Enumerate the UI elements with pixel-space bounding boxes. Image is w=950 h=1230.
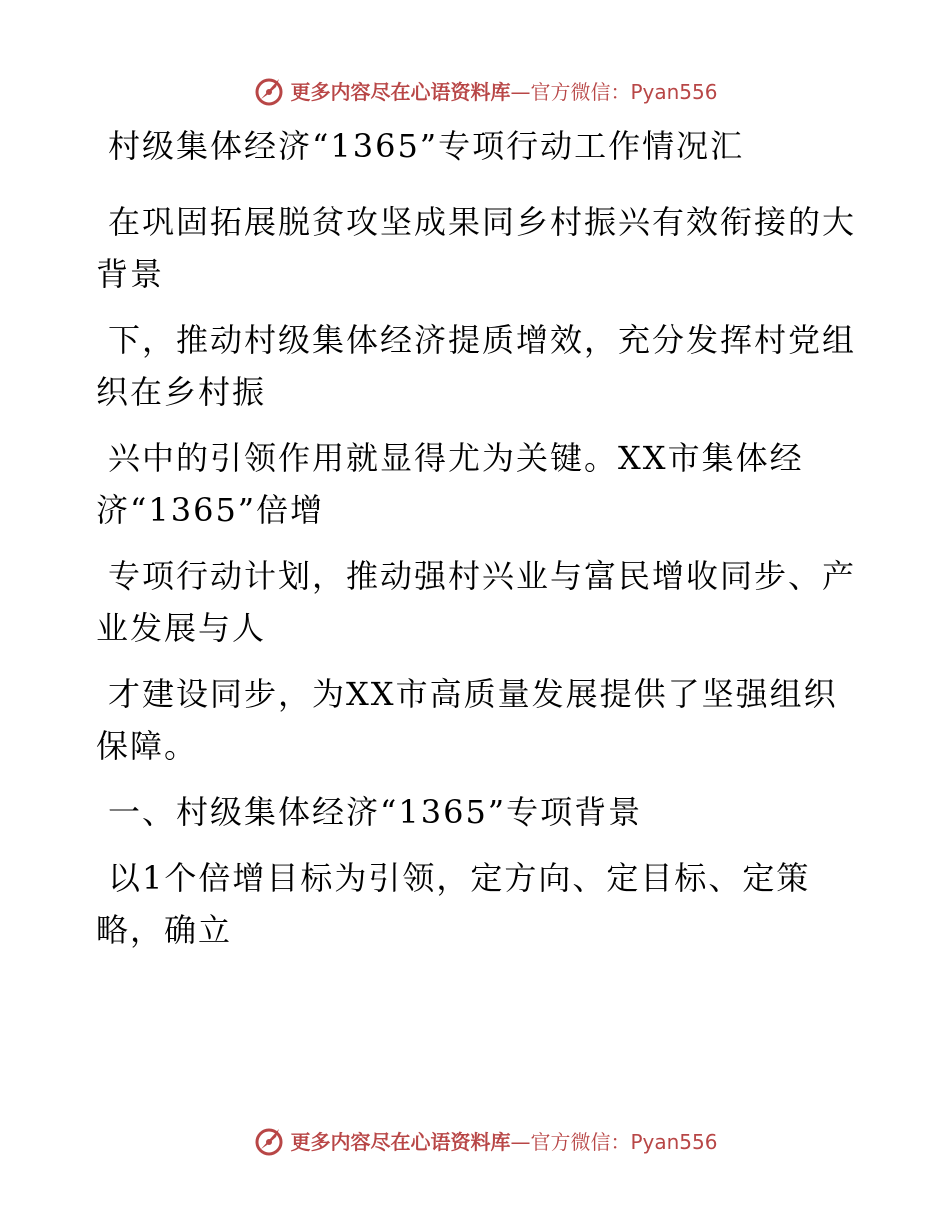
watermark-text xyxy=(290,1126,717,1155)
paragraph-5: 才建设同步，为XX市高质量发展提供了坚强组织保障。 xyxy=(96,675,838,765)
watermark-brand: 更多内容尽在心语资料库 xyxy=(290,1129,511,1154)
paragraph-4: 专项行动计划，推动强村兴业与富民增收同步、产业发展与人 xyxy=(96,557,857,647)
section-heading-1: 一、村级集体经济“1365”专项背景 xyxy=(108,793,643,831)
document-body xyxy=(96,120,856,970)
paragraph-3: 兴中的引领作用就显得尤为关键。XX市集体经济“1365”倍增 xyxy=(96,439,804,529)
watermark-brand: 更多内容尽在心语资料库 xyxy=(290,79,511,104)
watermark-contact: 官方微信：Pyan556 xyxy=(530,79,718,104)
watermark-dash: — xyxy=(510,79,531,104)
watermark-group xyxy=(252,1123,717,1157)
watermark-text xyxy=(290,76,717,105)
header-watermark xyxy=(0,70,950,110)
paragraph-6: 以1个倍增目标为引领，定方向、定目标、定策略，确立 xyxy=(96,859,811,949)
footer-watermark xyxy=(0,1120,950,1160)
watermark-group xyxy=(252,73,717,107)
quill-logo-icon xyxy=(252,73,286,107)
watermark-dash: — xyxy=(510,1129,531,1154)
quill-logo-icon xyxy=(252,1123,286,1157)
document-title: 村级集体经济“1365”专项行动工作情况汇 xyxy=(108,127,745,165)
paragraph-1: 在巩固拓展脱贫攻坚成果同乡村振兴有效衔接的大背景 xyxy=(96,203,857,293)
watermark-contact: 官方微信：Pyan556 xyxy=(530,1129,718,1154)
paragraph-2: 下，推动村级集体经济提质增效，充分发挥村党组织在乡村振 xyxy=(96,321,857,411)
